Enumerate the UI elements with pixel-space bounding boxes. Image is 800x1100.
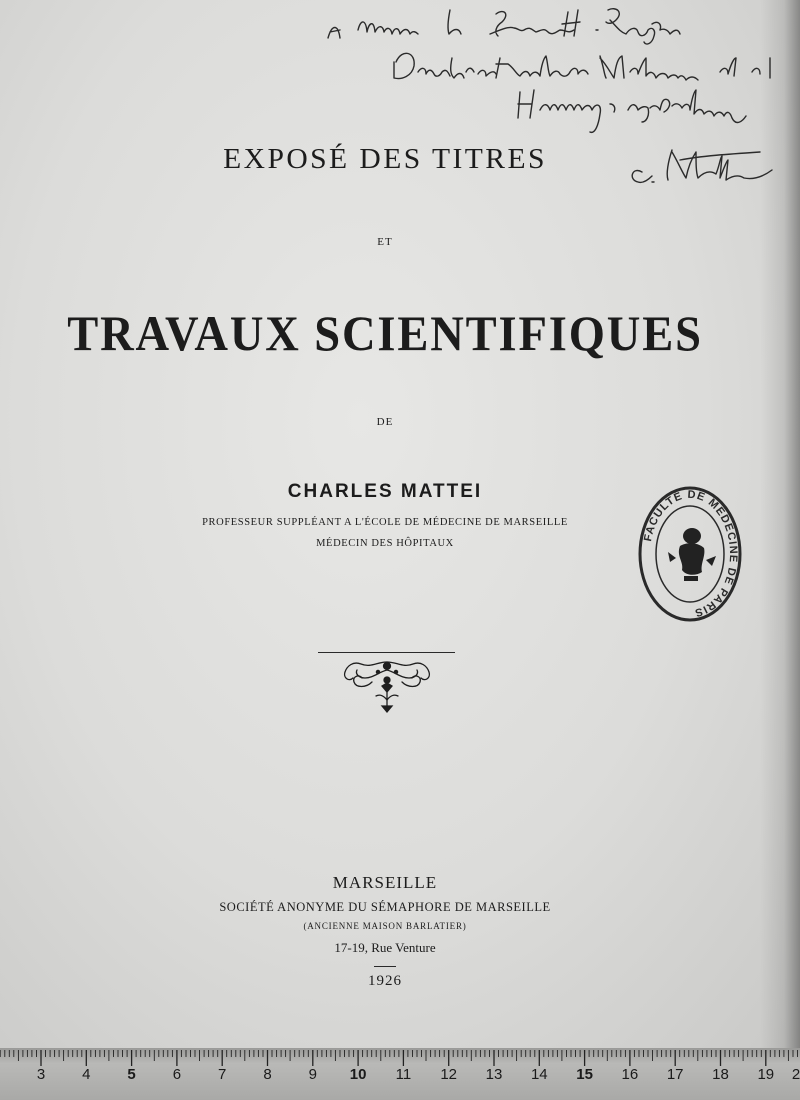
ruler-number: 14	[530, 1066, 548, 1083]
ruler-number: 4	[82, 1066, 91, 1083]
publisher-former-name: (ANCIENNE MAISON BARLATIER)	[303, 921, 467, 931]
publisher-city: MARSEILLE	[332, 873, 438, 892]
ruler-number: 5	[127, 1066, 136, 1083]
title-conjunction: ET	[377, 236, 393, 248]
ruler-number: 6	[172, 1066, 182, 1083]
library-stamp	[636, 484, 744, 624]
publisher-address: 17-19, Rue Venture	[334, 940, 436, 955]
ruler-number: 19	[757, 1066, 775, 1083]
ruler-number: 7	[218, 1066, 227, 1083]
ruler-number: 3	[36, 1066, 46, 1083]
publication-year: 1926	[368, 973, 402, 989]
ruler-number: 8	[263, 1066, 272, 1083]
ruler-number: 16	[621, 1066, 639, 1083]
ruler-number: 9	[308, 1066, 317, 1083]
ruler-number: 18	[712, 1066, 729, 1083]
author-name: CHARLES MATTEI	[287, 481, 483, 502]
ruler-number: 15	[576, 1066, 593, 1083]
page-edge-shadow	[760, 0, 800, 1048]
title-preposition: DE	[376, 416, 394, 428]
ruler-number: 17	[666, 1066, 684, 1083]
title-line-2: TRAVAUX SCIENTIFIQUES	[67, 305, 703, 361]
ornament-rule	[318, 652, 455, 653]
ruler-number: 10	[349, 1066, 367, 1083]
ruler-number: 13	[485, 1066, 503, 1083]
publisher-name: SOCIÉTÉ ANONYME DU SÉMAPHORE DE MARSEILLE	[219, 900, 551, 914]
ruler-number: 2	[791, 1066, 800, 1083]
author-title-1: PROFESSEUR SUPPLÉANT A L'ÉCOLE DE MÉDECINE DE MARSEILLE	[202, 517, 568, 528]
author-title-2: MÉDECIN DES HÔPITAUX	[316, 538, 454, 549]
ornament-fleuron	[332, 656, 442, 714]
ruler-number: 11	[395, 1066, 412, 1083]
title-line-1: EXPOSÉ DES TITRES	[223, 143, 547, 175]
ruler-number: 12	[440, 1066, 458, 1083]
stamp-text: FACULTÉ DE MÉDECINE DE PARIS	[642, 488, 740, 619]
year-rule	[374, 966, 396, 967]
